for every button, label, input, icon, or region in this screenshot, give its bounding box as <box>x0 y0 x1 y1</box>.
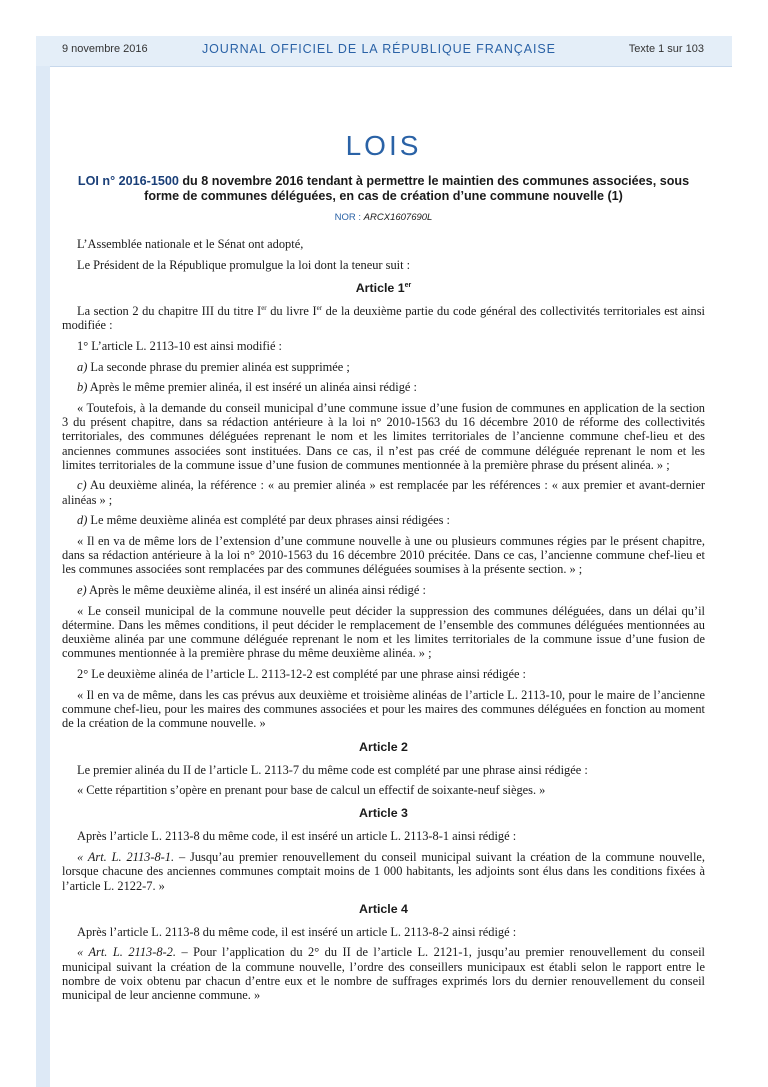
section-title: LOIS <box>345 130 422 161</box>
header-journal-title: JOURNAL OFFICIEL DE LA RÉPUBLIQUE FRANÇAISE <box>202 42 556 56</box>
header-divider <box>50 66 732 67</box>
article-1-item-a: a) La seconde phrase du premier alinéa est supprimée ; <box>77 359 350 374</box>
nor-reference <box>62 211 705 225</box>
article-1-heading: Article 1er <box>355 280 412 295</box>
article-4-paragraph: Après l’article L. 2113-8 du même code, il est inséré un article L. 2113-8-2 ainsi rédigé : <box>77 924 517 939</box>
page-header <box>62 43 704 59</box>
law-title <box>62 174 705 205</box>
page-frame-left <box>36 36 50 1087</box>
article-1-item-c: c) Au deuxième alinéa, la référence : « au premier alinéa » est remplacée par les références : « aux premier et avant-dernier alinéas » ; <box>62 478 705 507</box>
header-date: 9 novembre 2016 <box>62 43 148 55</box>
article-1-item-e: e) Après le même deuxième alinéa, il est inséré un alinéa ainsi rédigé : <box>77 583 426 598</box>
article-1-paragraph: La section 2 du chapitre III du titre Ier du livre Ier de la deuxième partie du code général des collectivités territoriales est ainsi modifiée : <box>62 303 705 333</box>
article-4-heading: Article 4 <box>359 901 408 916</box>
article-1-item-b: b) Après le même premier alinéa, il est inséré un alinéa ainsi rédigé : <box>77 380 417 395</box>
article-3-heading: Article 3 <box>359 806 408 821</box>
article-1-quote: « Il en va de même lors de l’extension d’une commune nouvelle à une ou plusieurs communes régies par le présent chapitre, dans sa rédaction antérieure à la loi n° 2010-1563 du 16 décembre 2010 précitée. Dans ce cas, l’ancienne commune chef-lieu et les communes associées sont remplacées par des communes déléguées soumises à la présente section. » ; <box>62 534 705 577</box>
article-1-item-d: d) Le même deuxième alinéa est complété par deux phrases ainsi rédigées : <box>77 513 450 528</box>
article-1-quote: « Toutefois, à la demande du conseil municipal d’une commune issue d’une fusion de communes en application de la section 3 du présent chapitre, dans sa rédaction antérieure à la loi n° 2010-1563 du 16 décembre 2010 de réforme des collectivités territoriales, des communes déléguées reprenant le nom et les limites territoriales de l’ancienne commune chef-lieu et des anciennes communes associées sont instituées. Dans ce cas, il n’est pas créé de commune déléguée reprenant le nom et les limites territoriales de la commune issue d’une fusion de communes mentionnée à la première phrase du présent alinéa. » ; <box>62 400 705 472</box>
article-4-quote: « Art. L. 2113-8-2. – Pour l’application du 2° du II de l’article L. 2121-1, jusqu’au premier renouvellement du conseil municipal suivant la création de la commune nouvelle, l’ordre des conseillers municipaux est établi selon le rapport entre le nombre de voix obtenu par chacun d’entre eux et le nombre de suffrages exprimés lors du dernier renouvellement du conseil municipal de leur ancienne commune. » <box>62 945 705 1003</box>
nor-label: NOR : <box>334 211 364 223</box>
law-title-text: du 8 novembre 2016 tendant à permettre le maintien des communes associées, sous forme de communes déléguées, en cas de création d’une commune nouvelle (1) <box>144 174 690 204</box>
article-1-paragraph: 1° L’article L. 2113-10 est ainsi modifié : <box>77 338 282 353</box>
document-body <box>62 130 705 1009</box>
article-2-heading: Article 2 <box>359 739 408 754</box>
intro-paragraph: L’Assemblée nationale et le Sénat ont adopté, <box>77 237 304 252</box>
article-1-quote: « Il en va de même, dans les cas prévus aux deuxième et troisième alinéas de l’article L. 2113-10, pour le maire de l’ancienne commune chef-lieu, pour les maires des communes associées et pour les maires des communes déléguées en fonction au moment de la création de la commune nouvelle. » <box>62 687 705 731</box>
article-2-paragraph: Le premier alinéa du II de l’article L. 2113-7 du même code est complété par une phrase ainsi rédigée : <box>77 762 588 777</box>
article-2-quote: « Cette répartition s’opère en prenant pour base de calcul un effectif de soixante-neuf sièges. » <box>77 783 546 798</box>
article-3-paragraph: Après l’article L. 2113-8 du même code, il est inséré un article L. 2113-8-1 ainsi rédigé : <box>77 829 517 844</box>
law-number: LOI n° 2016-1500 <box>77 174 179 188</box>
intro-paragraph: Le Président de la République promulgue la loi dont la teneur suit : <box>77 257 411 272</box>
article-1-quote: « Le conseil municipal de la commune nouvelle peut décider la suppression des communes déléguées, dans un délai qu’il détermine. Dans les mêmes conditions, il peut décider le remplacement de l’ensemble des communes déléguées mentionnées au deuxième alinéa par une commune déléguée reprenant le nom et les limites territoriales de la commune issue d’une fusion de communes mentionnée à la première phrase du même deuxième alinéa. » ; <box>62 603 705 661</box>
nor-code: ARCX1607690L <box>363 211 433 223</box>
article-1-paragraph: 2° Le deuxième alinéa de l’article L. 2113-12-2 est complété par une phrase ainsi rédigée : <box>77 667 526 682</box>
header-text-counter: Texte 1 sur 103 <box>628 43 704 55</box>
article-3-quote: « Art. L. 2113-8-1. – Jusqu’au premier renouvellement du conseil municipal suivant la création de la commune nouvelle, lorsque chacune des anciennes communes comptait moins de 1 000 habitants, les adjoints sont élus dans les conditions fixées à l’article L. 2122-7. » <box>62 850 705 893</box>
